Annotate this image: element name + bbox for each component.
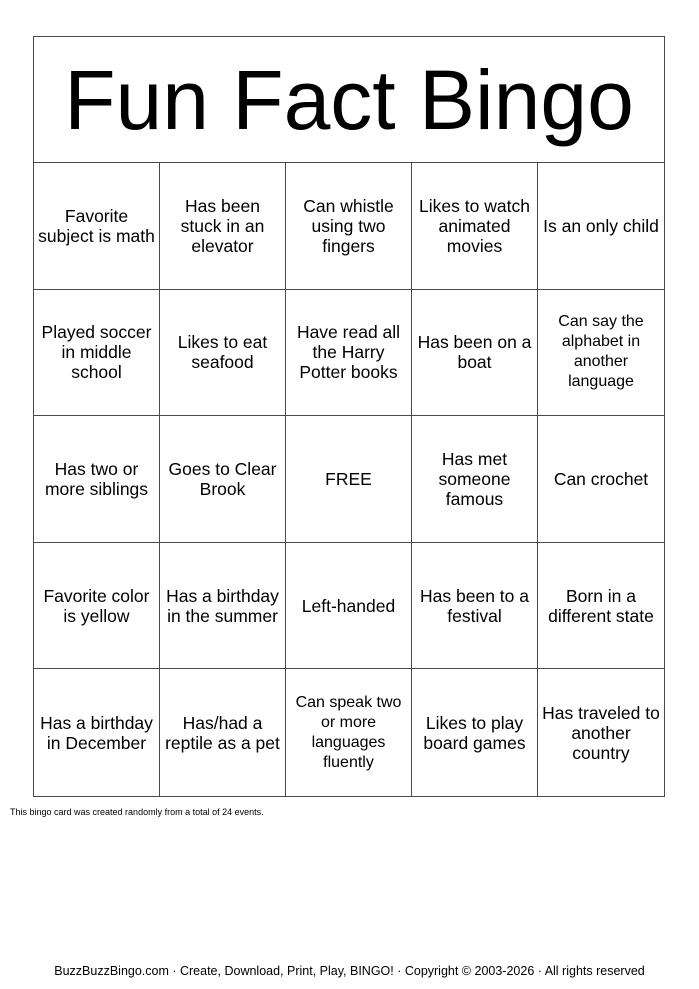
bingo-cell: Have read all the Harry Potter books [286, 290, 412, 417]
site-footer: BuzzBuzzBingo.com · Create, Download, Print, Play, BINGO! · Copyright © 2003-2026 · All rights reserved [54, 964, 645, 978]
bingo-cell: Can speak two or more languages fluently [286, 669, 412, 796]
bingo-cell: Is an only child [538, 163, 664, 290]
bingo-cell: Has/had a reptile as a pet [160, 669, 286, 796]
bingo-cell: Can whistle using two fingers [286, 163, 412, 290]
bingo-cell: Left-handed [286, 543, 412, 670]
free-space-cell: FREE [286, 416, 412, 543]
bingo-cell: Can say the alphabet in another language [538, 290, 664, 417]
bingo-cell: Has two or more siblings [34, 416, 160, 543]
bingo-grid [34, 163, 664, 796]
bingo-cell: Has been on a boat [412, 290, 538, 417]
card-note: This bingo card was created randomly from a total of 24 events. [10, 807, 264, 817]
bingo-cell: Likes to watch animated movies [412, 163, 538, 290]
bingo-cell: Has been stuck in an elevator [160, 163, 286, 290]
bingo-card [33, 36, 665, 797]
bingo-cell: Played soccer in middle school [34, 290, 160, 417]
bingo-cell: Has been to a festival [412, 543, 538, 670]
bingo-cell: Has met someone famous [412, 416, 538, 543]
bingo-cell: Favorite color is yellow [34, 543, 160, 670]
bingo-cell: Born in a different state [538, 543, 664, 670]
card-title: Fun Fact Bingo [34, 37, 664, 163]
bingo-cell: Likes to eat seafood [160, 290, 286, 417]
bingo-cell: Goes to Clear Brook [160, 416, 286, 543]
bingo-cell: Can crochet [538, 416, 664, 543]
bingo-cell: Has traveled to another country [542, 702, 660, 763]
bingo-cell: Favorite subject is math [34, 163, 160, 290]
bingo-cell: Has a birthday in the summer [160, 543, 286, 670]
bingo-cell: Likes to play board games [412, 669, 538, 796]
bingo-cell: Has a birthday in December [34, 669, 160, 796]
